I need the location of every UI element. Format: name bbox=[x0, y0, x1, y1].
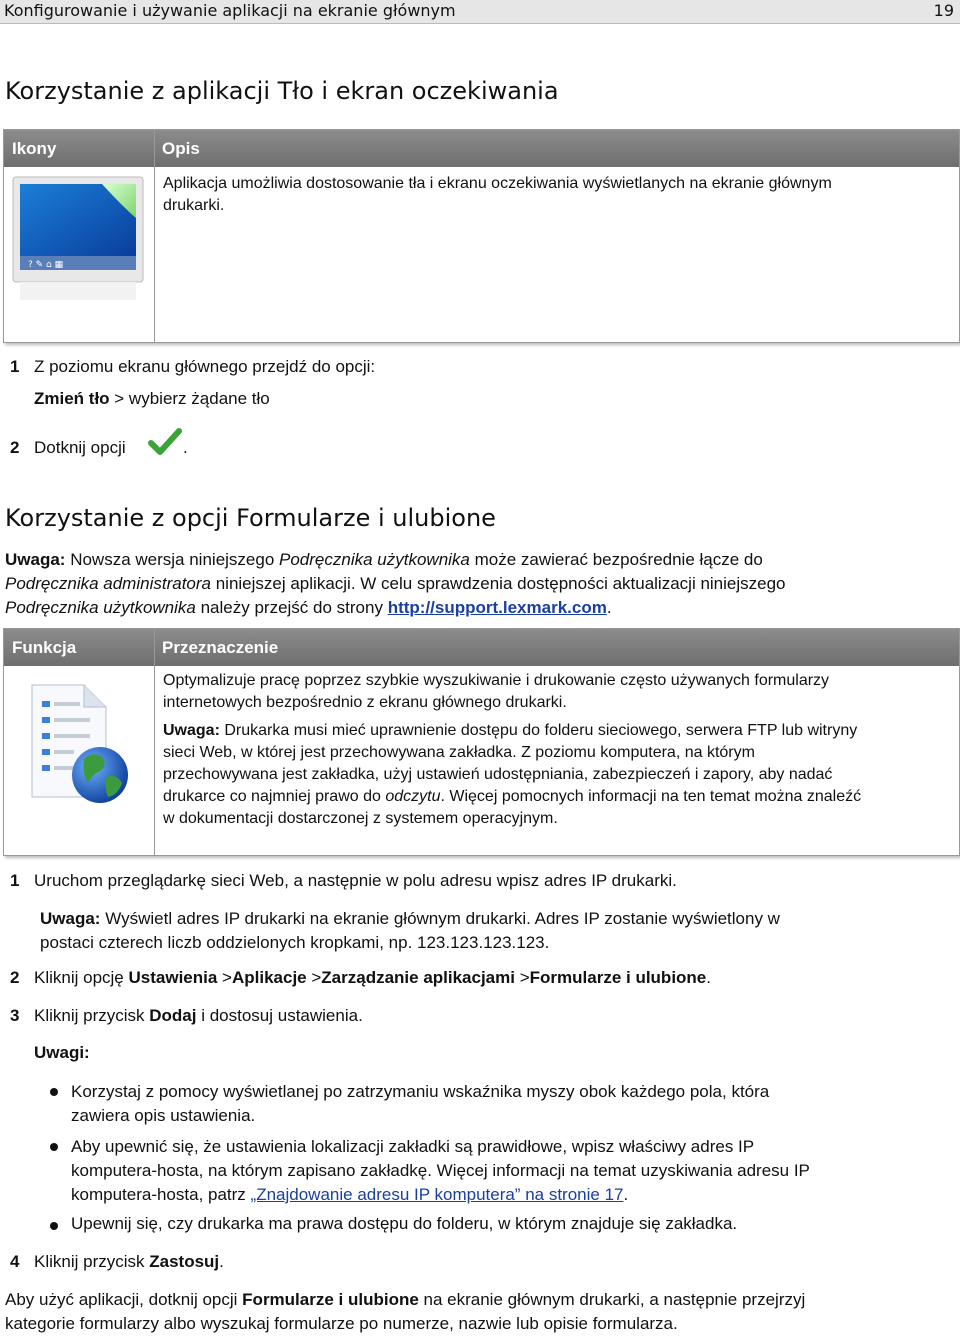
bullet-text bbox=[71, 1183, 810, 1207]
purpose-note bbox=[163, 720, 949, 742]
step-number: 4 bbox=[10, 1252, 20, 1271]
separator: > bbox=[514, 968, 530, 987]
bullet-text: Aby upewnić się, że ustawienia lokalizacji zakładki są prawidłowe, wpisz właściwy adres IP bbox=[71, 1137, 755, 1156]
page-header bbox=[0, 0, 960, 24]
final-line bbox=[5, 1288, 805, 1312]
page-number: 19 bbox=[933, 1, 954, 20]
step-text: Z poziomu ekranu głównego przejdź do opcji: bbox=[34, 357, 376, 376]
description-line: Aplikacja umożliwia dostosowanie tła i ekranu oczekiwania wyświetlanych na ekranie głównym bbox=[163, 175, 832, 192]
forms-favorites-icon bbox=[22, 679, 132, 809]
step-end: . bbox=[706, 968, 711, 987]
step-text-part: i dostosuj ustawienia. bbox=[196, 1006, 363, 1025]
step-number: 1 bbox=[10, 357, 20, 376]
menu-path bbox=[34, 389, 270, 409]
table-header bbox=[4, 130, 959, 167]
find-ip-link[interactable]: „Znajdowanie adresu IP komputera” na stronie 17 bbox=[250, 1185, 624, 1204]
table-header bbox=[4, 629, 959, 666]
step-text: Dotknij opcji bbox=[34, 438, 126, 457]
step-end: . bbox=[219, 1252, 224, 1271]
bullet-text: Korzystaj z pomocy wyświetlanej po zatrzymaniu wskaźnika myszy obok każdego pola, która bbox=[71, 1082, 770, 1101]
column-header-description: Opis bbox=[162, 139, 200, 158]
separator: > bbox=[306, 968, 322, 987]
note-text: należy przejść do strony bbox=[195, 598, 388, 617]
purpose-text-part: . Więcej pomocnych informacji na ten temat można znaleźć bbox=[440, 788, 862, 805]
section-heading-background: Korzystanie z aplikacji Tło i ekran oczekiwania bbox=[5, 77, 559, 105]
step-text: Uruchom przeglądarkę sieci Web, a następnie w polu adresu wpisz adres IP drukarki. bbox=[34, 871, 677, 890]
note-paragraph bbox=[5, 548, 955, 620]
step-text bbox=[34, 1252, 224, 1272]
step-text bbox=[34, 1006, 363, 1026]
final-bold: Formularze i ulubione bbox=[242, 1290, 419, 1309]
note-text: Nowsza wersja niniejszego bbox=[65, 550, 280, 569]
step-text-part: Kliknij opcję bbox=[34, 968, 129, 987]
bullet-icon bbox=[50, 1143, 58, 1151]
bullet-icon bbox=[50, 1088, 58, 1096]
purpose-line: internetowych bezpośrednio z ekranu głównego drukarki. bbox=[163, 694, 567, 711]
support-link[interactable]: http://support.lexmark.com bbox=[387, 598, 607, 617]
note-text: postaci czterech liczb oddzielonych kropkami, np. 123.123.123.123. bbox=[40, 933, 550, 952]
purpose-line: Optymalizuje pracę poprzez szybkie wyszukiwanie i drukowanie często używanych formularzy bbox=[163, 672, 830, 689]
purpose-text bbox=[163, 670, 949, 830]
step-text bbox=[34, 968, 711, 988]
add-button-label: Dodaj bbox=[149, 1006, 197, 1025]
purpose-italic: odczytu bbox=[385, 788, 441, 805]
note-text: Wyświetl adres IP drukarki na ekranie głównym drukarki. Adres IP zostanie wyświetlony w bbox=[100, 909, 780, 928]
purpose-line: w dokumentacji dostarczonej z systemem operacyjnym. bbox=[163, 810, 558, 827]
purpose-line bbox=[163, 786, 949, 808]
menu-path-rest: > wybierz żądane tło bbox=[109, 389, 270, 408]
note-italic: Podręcznika użytkownika bbox=[279, 550, 470, 569]
bullet-item bbox=[71, 1080, 769, 1128]
final-paragraph bbox=[5, 1288, 805, 1336]
step-text-part: Kliknij przycisk bbox=[34, 1252, 150, 1271]
note-label: Uwaga: bbox=[163, 722, 220, 739]
apply-button-label: Zastosuj bbox=[149, 1252, 220, 1271]
note-text: może zawierać bezpośrednie łącze do bbox=[469, 550, 763, 569]
step-text-part: Kliknij przycisk bbox=[34, 1006, 150, 1025]
bullet-item bbox=[71, 1135, 810, 1207]
note-italic: Podręcznika użytkownika bbox=[5, 598, 196, 617]
step-1-note bbox=[40, 907, 780, 955]
final-line: kategorie formularzy albo wyszukaj formularze po numerze, nazwie lub opisie formularza. bbox=[5, 1314, 678, 1333]
bullet-text-part: . bbox=[623, 1185, 629, 1204]
background-app-icon bbox=[12, 176, 146, 306]
purpose-line: przechowywana jest zakładka, użyj ustawień udostępniania, zabezpieczeń i zapory, aby nadać bbox=[163, 766, 833, 783]
section-heading-forms: Korzystanie z opcji Formularze i ulubione bbox=[5, 504, 496, 532]
note-label: Uwaga: bbox=[40, 909, 101, 928]
note-text: . bbox=[606, 598, 612, 617]
bullet-icon bbox=[50, 1222, 58, 1230]
step-number: 2 bbox=[10, 968, 20, 987]
menu-option-applications: Aplikacje bbox=[231, 968, 307, 987]
column-header-function: Funkcja bbox=[12, 638, 77, 657]
step-number: 1 bbox=[10, 871, 20, 890]
step-number: 2 bbox=[10, 438, 20, 457]
icons-description-table bbox=[3, 129, 960, 343]
checkmark-icon bbox=[148, 427, 182, 457]
separator: > bbox=[217, 968, 232, 987]
final-text: na ekranie głównym drukarki, a następnie przejrzyj bbox=[418, 1290, 806, 1309]
purpose-text-part: drukarce co najmniej prawo do bbox=[163, 788, 386, 805]
menu-option-app-management: Zarządzanie aplikacjami bbox=[321, 968, 515, 987]
bullet-text: zawiera opis ustawienia. bbox=[71, 1106, 256, 1125]
description-line: drukarki. bbox=[163, 197, 225, 214]
step-end: . bbox=[183, 438, 188, 457]
description-text bbox=[163, 173, 949, 217]
menu-option-settings: Ustawienia bbox=[128, 968, 218, 987]
column-header-icons: Ikony bbox=[12, 139, 57, 158]
menu-option-forms-favorites: Formularze i ulubione bbox=[529, 968, 707, 987]
menu-option-change-background: Zmień tło bbox=[34, 389, 110, 408]
note-label: Uwaga: bbox=[5, 550, 66, 569]
bullet-text: komputera-hosta, na którym zapisano zakładkę. Więcej informacji na temat uzyskiwania adresu IP bbox=[71, 1161, 810, 1180]
bullet-text-part: komputera-hosta, patrz bbox=[71, 1185, 251, 1204]
page-header-title: Konfigurowanie i używanie aplikacji na ekranie głównym bbox=[4, 1, 456, 20]
purpose-line: Drukarka musi mieć uprawnienie dostępu do folderu sieciowego, serwera FTP lub witryny bbox=[219, 722, 858, 739]
note-italic: Podręcznika administratora bbox=[5, 574, 211, 593]
step-number: 3 bbox=[10, 1006, 20, 1025]
notes-label: Uwagi: bbox=[34, 1043, 90, 1062]
column-header-purpose: Przeznaczenie bbox=[162, 638, 279, 657]
bullet-text: Upewnij się, czy drukarka ma prawa dostępu do folderu, w którym znajduje się zakładka. bbox=[71, 1214, 738, 1233]
function-purpose-table bbox=[3, 628, 960, 856]
final-text: Aby użyć aplikacji, dotknij opcji bbox=[5, 1290, 243, 1309]
svg-text:? ✎ ⌂ ▦: ? ✎ ⌂ ▦ bbox=[28, 260, 64, 270]
note-text: niniejszej aplikacji. W celu sprawdzenia dostępności aktualizacji niniejszego bbox=[210, 574, 786, 593]
purpose-line: sieci Web, w której jest przechowywana zakładka. Z poziomu komputera, na którym bbox=[163, 744, 755, 761]
